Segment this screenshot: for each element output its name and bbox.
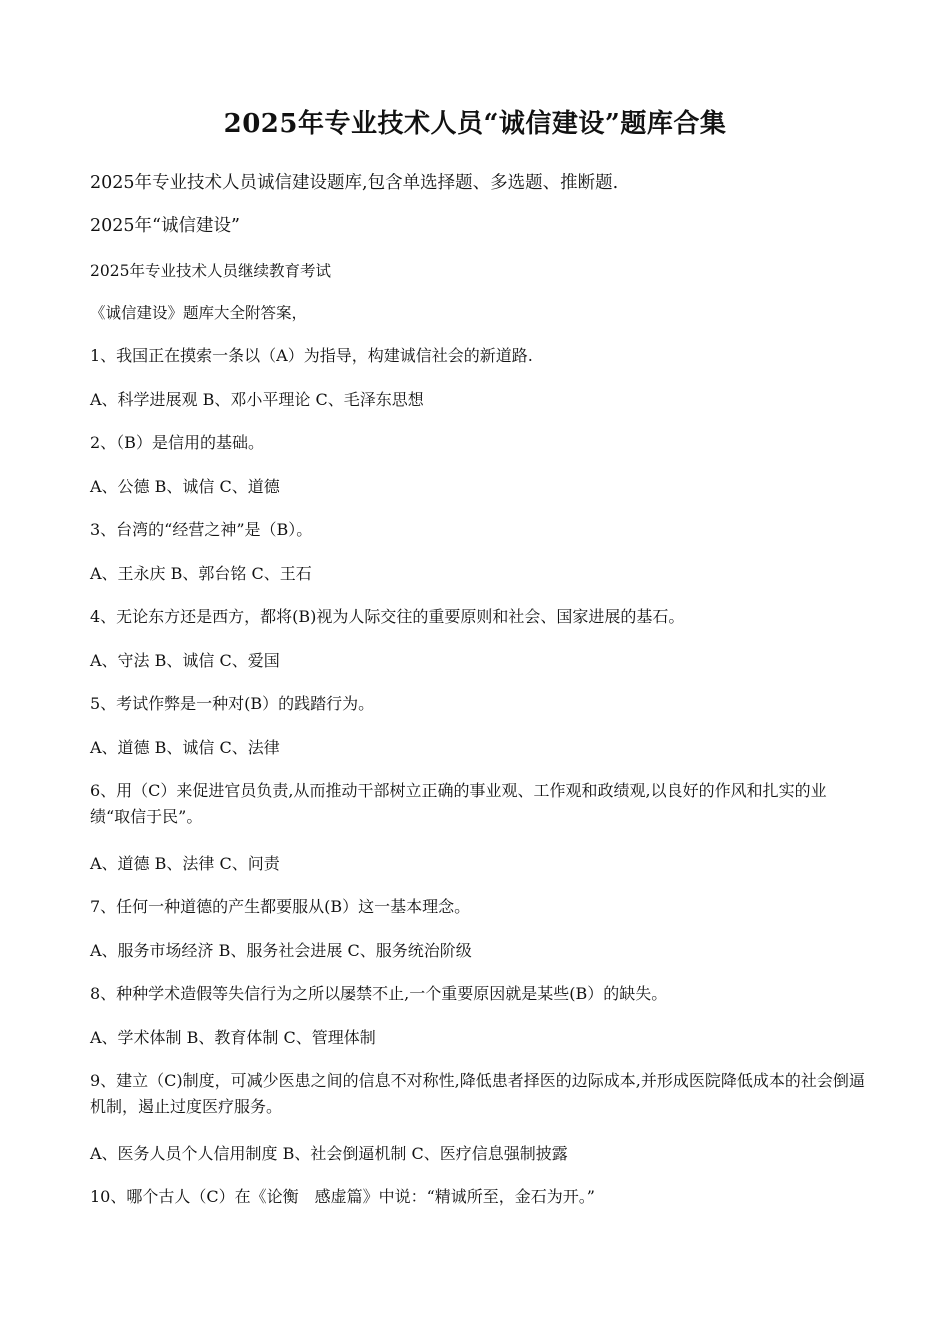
question-text: 9、建立（C)制度，可减少医患之间的信息不对称性,降低患者择医的边际成本,并形成医院降低成本的社会倒逼机制，遏止过度医疗服务。 <box>90 1071 865 1116</box>
question-text: 4、无论东方还是西方，都将(B)视为人际交往的重要原则和社会、国家进展的基石。 <box>90 607 685 626</box>
answer-options: A、科学进展观 B、邓小平理论 C、毛泽东思想 <box>90 390 424 409</box>
intro-line: 2025年专业技术人员诚信建设题库,包含单选择题、多选题、推断题. <box>90 173 619 193</box>
question-text: 5、考试作弊是一种对(B）的践踏行为。 <box>90 694 375 713</box>
question-text: 7、任何一种道德的产生都要服从(B）这一基本理念。 <box>90 897 471 916</box>
answer-options: A、公德 B、诚信 C、道德 <box>90 477 280 496</box>
intro-line: 2025年专业技术人员继续教育考试 <box>90 262 331 280</box>
answer-options: A、医务人员个人信用制度 B、社会倒逼机制 C、医疗信息强制披露 <box>90 1144 568 1163</box>
answer-options: A、道德 B、法律 C、问责 <box>90 854 280 873</box>
question-text: 1、我国正在摸索一条以（A）为指导，构建诚信社会的新道路. <box>90 346 533 365</box>
question-text: 2、（B）是信用的基础。 <box>90 433 264 452</box>
intro-line: 《诚信建设》题库大全附答案， <box>90 304 308 322</box>
answer-options: A、学术体制 B、教育体制 C、管理体制 <box>90 1028 376 1047</box>
answer-options: A、王永庆 B、郭台铭 C、王石 <box>90 564 312 583</box>
answer-options: A、服务市场经济 B、服务社会进展 C、服务统治阶级 <box>90 941 472 960</box>
question-text: 6、用（C）来促进官员负责,从而推动干部树立正确的事业观、工作观和政绩观,以良好的作风和扎实的业绩“取信于民”。 <box>90 781 827 826</box>
answer-options: A、道德 B、诚信 C、法律 <box>90 738 280 757</box>
document-title: 2025年专业技术人员“诚信建设”题库合集 <box>223 109 727 139</box>
question-text: 10、哪个古人（C）在《论衡 感虚篇》中说：“精诚所至，金石为开。” <box>90 1187 595 1206</box>
question-text: 8、种种学术造假等失信行为之所以屡禁不止,一个重要原因就是某些(B）的缺失。 <box>90 984 668 1003</box>
answer-options: A、守法 B、诚信 C、爱国 <box>90 651 280 670</box>
question-text: 3、台湾的“经营之神”是（B）。 <box>90 520 313 539</box>
intro-line: 2025年“诚信建设” <box>90 216 240 236</box>
